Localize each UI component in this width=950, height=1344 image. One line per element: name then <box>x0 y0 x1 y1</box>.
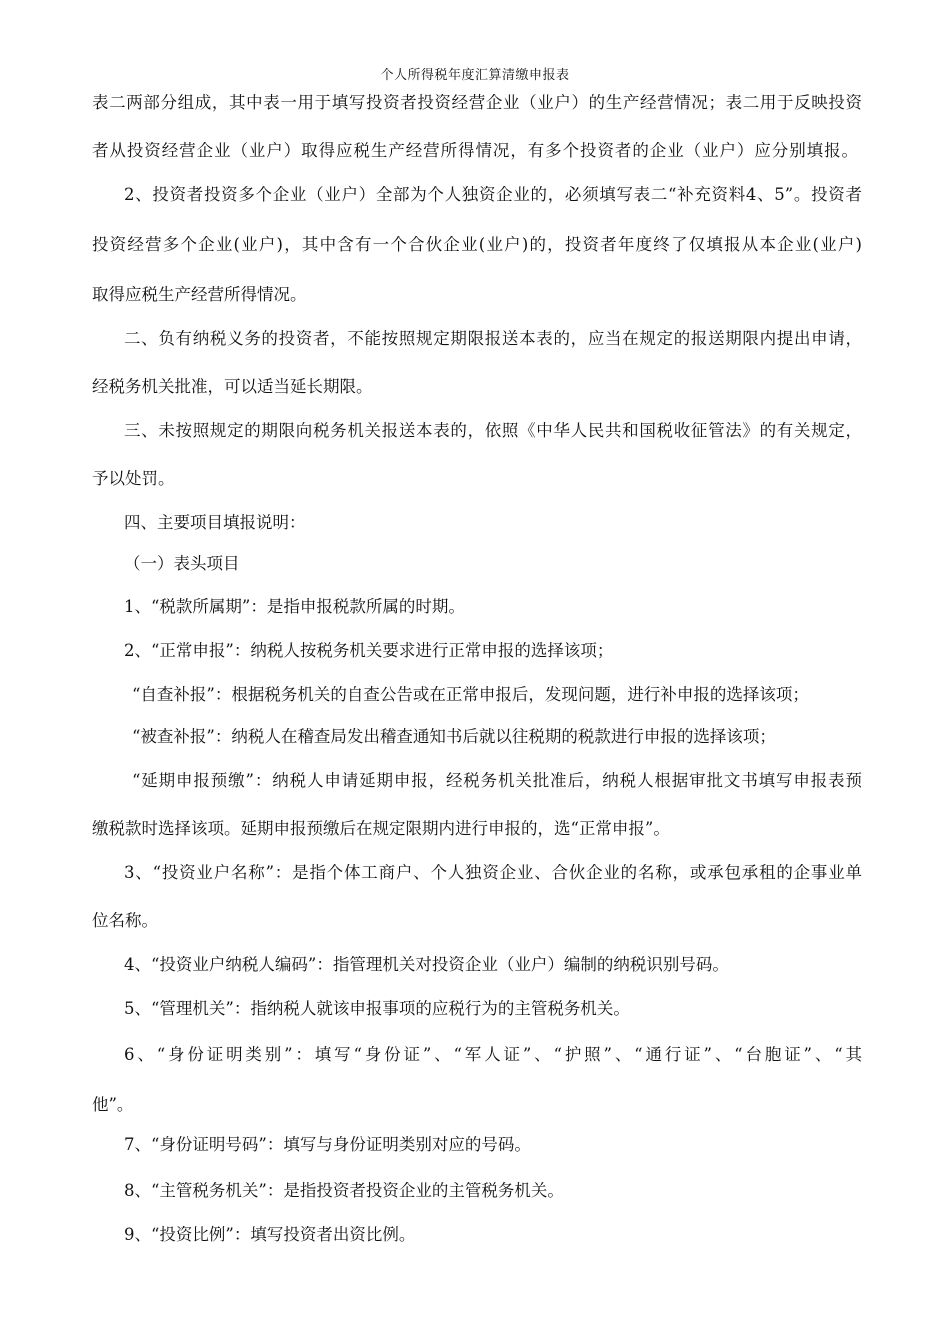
text-line: 9、“投资比例”：填写投资者出资比例。 <box>124 1225 416 1244</box>
page-header-title: 个人所得税年度汇算清缴申报表 <box>380 68 570 83</box>
text-line: 表二两部分组成，其中表一用于填写投资者投资经营企业（业户）的生产经营情况；表二用于反映投资 <box>92 93 862 112</box>
text-line: 者从投资经营企业（业户）取得应税生产经营所得情况，有多个投资者的企业（业户）应分别填报。 <box>92 141 858 160</box>
text-line: 5、“管理机关”：指纳税人就该申报事项的应税行为的主管税务机关。 <box>124 999 630 1018</box>
text-line: 位名称。 <box>92 911 158 930</box>
text-line: 4、“投资业户纳税人编码”：指管理机关对投资企业（业户）编制的纳税识别号码。 <box>124 955 729 974</box>
text-line: 缴税款时选择该项。延期申报预缴后在规定限期内进行申报的，选“正常申报”。 <box>92 819 670 838</box>
text-line: 6、“身份证明类别”：填写“身份证”、“军人证”、“护照”、“通行证”、“台胞证”、“其 <box>124 1045 862 1064</box>
text-line: 3、“投资业户名称”：是指个体工商户、个人独资企业、合伙企业的名称，或承包承租的企事业单 <box>124 863 862 882</box>
text-line: 予以处罚。 <box>92 469 175 488</box>
text-line: 投资经营多个企业(业户)，其中含有一个合伙企业(业户)的，投资者年度终了仅填报从本企业(业户) <box>92 235 862 254</box>
text-line: 取得应税生产经营所得情况。 <box>92 285 307 304</box>
section-heading: 四、主要项目填报说明： <box>124 513 306 532</box>
text-line: 他”。 <box>92 1095 134 1114</box>
text-line: 三、未按照规定的期限向税务机关报送本表的，依照《中华人民共和国税收征管法》的有关规定， <box>124 421 862 440</box>
text-line: 8、“主管税务机关”：是指投资者投资企业的主管税务机关。 <box>124 1181 564 1200</box>
text-line: 经税务机关批准，可以适当延长期限。 <box>92 377 373 396</box>
text-line: 2、投资者投资多个企业（业户）全部为个人独资企业的，必须填写表二“补充资料4、5”。投资者 <box>124 185 862 204</box>
text-line: “被查补报”：纳税人在稽查局发出稽查通知书后就以往税期的税款进行申报的选择该项； <box>132 727 776 746</box>
text-line: “自查补报”：根据税务机关的自查公告或在正常申报后，发现问题，进行补申报的选择该项； <box>132 685 809 704</box>
text-line: 1、“税款所属期”：是指申报税款所属的时期。 <box>124 597 465 616</box>
text-line: “延期申报预缴”：纳税人申请延期申报，经税务机关批准后，纳税人根据审批文书填写申报表预 <box>132 771 862 790</box>
text-line: 二、负有纳税义务的投资者，不能按照规定期限报送本表的，应当在规定的报送期限内提出申请， <box>124 329 862 348</box>
text-line: 2、“正常申报”：纳税人按税务机关要求进行正常申报的选择该项； <box>124 641 614 660</box>
subsection-heading: （一）表头项目 <box>124 554 240 573</box>
text-line: 7、“身份证明号码”：填写与身份证明类别对应的号码。 <box>124 1135 531 1154</box>
